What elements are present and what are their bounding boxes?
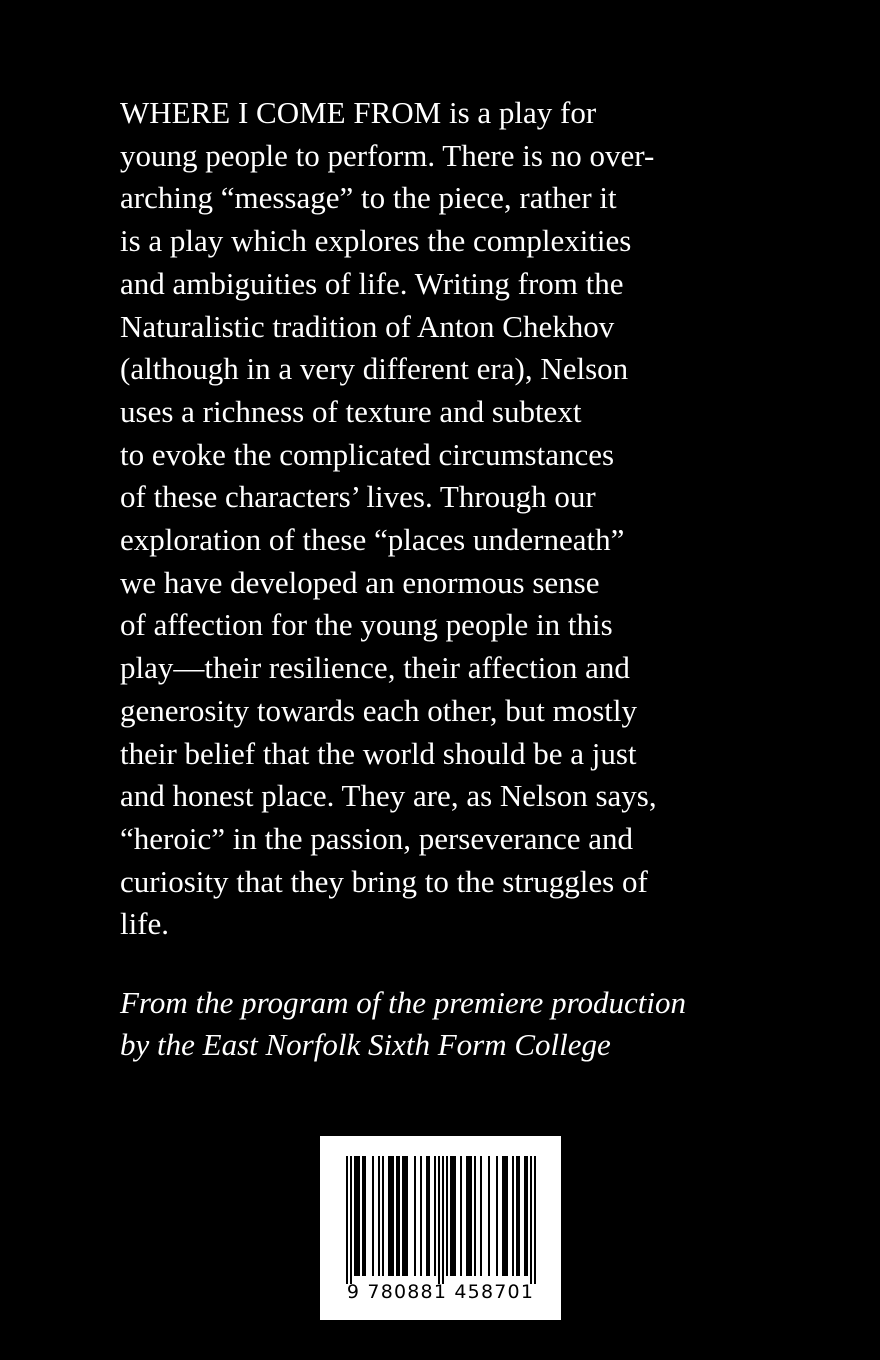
barcode-bar [434,1156,436,1276]
blurb-line: to evoke the complicated circumstances [120,436,615,472]
barcode-bar [460,1156,462,1276]
blurb-line: generosity towards each other, but mostly [120,692,638,728]
barcode-bar [378,1156,380,1276]
barcode-bar [364,1156,366,1276]
barcode-bar [470,1156,472,1276]
blurb-line: (although in a very different era), Nelson [120,351,629,387]
barcode-bar [526,1156,528,1276]
barcode-bar [398,1156,400,1276]
barcode-bar [404,1156,406,1276]
barcode-bar [350,1156,352,1284]
blurb-line: WHERE I COME FROM is a play for [120,95,597,130]
barcode-bar [390,1156,392,1276]
barcode-bar [438,1156,440,1284]
barcode-bar [428,1156,430,1276]
blurb-line: curiosity that they bring to the struggles of [120,863,648,899]
barcode-bar [442,1156,444,1284]
barcode-bar [426,1156,428,1276]
barcode-bar [446,1156,448,1276]
blurb-line: of these characters’ lives. Through our [120,479,596,515]
barcode-bar [502,1156,504,1276]
barcode-bar [504,1156,506,1276]
barcode-bar [354,1156,356,1276]
barcode-bar [372,1156,374,1276]
isbn-barcode [320,1136,561,1320]
blurb-line: and ambiguities of life. Writing from the [120,265,624,301]
barcode-bar [388,1156,390,1276]
barcode-bar [420,1156,422,1276]
blurb-line: their belief that the world should be a just [120,735,637,771]
barcode-bar [454,1156,456,1276]
attribution-line: by the East Norfolk Sixth Form College [120,1027,611,1062]
blurb-line: young people to perform. There is no over- [120,137,655,173]
blurb-line: of affection for the young people in this [120,607,613,643]
barcode-bar [450,1156,452,1276]
barcode-number: 9 780881 458701 [346,1281,535,1303]
barcode-bar [480,1156,482,1276]
blurb-line: play—their resilience, their affection and [120,650,630,686]
attribution-line: From the program of the premiere production [120,985,686,1020]
blurb-line: we have developed an enormous sense [120,564,600,600]
barcode-bar [488,1156,490,1276]
barcode-bar [414,1156,416,1276]
barcode-bar [474,1156,476,1276]
barcode-bar [516,1156,518,1276]
barcode-bar [358,1156,360,1276]
barcode-bar [362,1156,364,1276]
blurb-line: and honest place. They are, as Nelson says, [120,778,657,814]
barcode-bar [524,1156,526,1276]
barcode-bar [346,1156,348,1284]
barcode-bar [356,1156,358,1276]
barcode-bar [518,1156,520,1276]
barcode-bar [496,1156,498,1276]
blurb-line: life. [120,906,170,942]
barcode-bar [382,1156,384,1276]
barcode-bar [512,1156,514,1276]
blurb-line: uses a richness of texture and subtext [120,393,582,429]
barcode-bar [402,1156,404,1276]
blurb-text [120,92,760,946]
barcode-bar [406,1156,408,1276]
barcode-bar [392,1156,394,1276]
attribution [120,982,760,1066]
barcode-bar [468,1156,470,1276]
barcode-bar [506,1156,508,1276]
blurb-line: Naturalistic tradition of Anton Chekhov [120,308,615,344]
barcode-bar [452,1156,454,1276]
blurb-line: arching “message” to the piece, rather it [120,180,617,216]
blurb-line: is a play which explores the complexities [120,223,632,259]
barcode-bar [534,1156,536,1284]
blurb-line: exploration of these “places underneath” [120,522,625,558]
barcode-bar [396,1156,398,1276]
barcode-bar [530,1156,532,1284]
blurb-line: “heroic” in the passion, perseverance and [120,820,633,856]
barcode-bar [466,1156,468,1276]
